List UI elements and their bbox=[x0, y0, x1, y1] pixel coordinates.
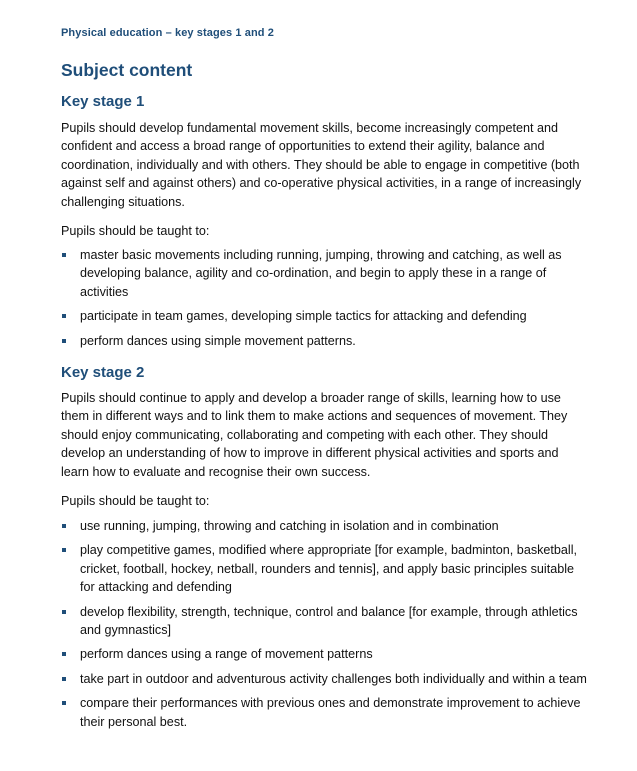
list-item bbox=[61, 603, 591, 640]
list-item-text: play competitive games, modified where appropriate [for example, badminton, basketball, cricket, football, hockey, netball, rounders and tennis], and apply basic principles suitable for attacking and defending bbox=[80, 543, 578, 595]
list-item-text: take part in outdoor and adventurous activity challenges both individually and within a team bbox=[80, 671, 587, 686]
bullet-icon bbox=[62, 253, 66, 257]
ks2-list bbox=[61, 517, 591, 731]
ks2-intro: Pupils should continue to apply and develop a broader range of skills, learning how to use them in different ways and to link them to make actions and sequences of movement. They should enjoy communicating, collaborating and competing with each other. They should develop an understanding of how to improve in different physical activities and sports and learn how to evaluate and recognise their own success. bbox=[61, 391, 568, 479]
list-item-text: perform dances using a range of movement patterns bbox=[80, 647, 373, 662]
ks1-lead: Pupils should be taught to: bbox=[61, 224, 210, 238]
list-item-text: use running, jumping, throwing and catching in isolation and in combination bbox=[80, 519, 499, 533]
ks1-list bbox=[61, 246, 591, 350]
bullet-icon bbox=[62, 652, 66, 656]
list-item bbox=[61, 517, 591, 535]
list-item bbox=[61, 541, 591, 596]
bullet-icon bbox=[62, 701, 66, 705]
bullet-icon bbox=[62, 524, 66, 528]
list-item bbox=[61, 645, 591, 663]
list-item bbox=[61, 670, 591, 688]
list-item bbox=[61, 332, 591, 350]
ks2-heading: Key stage 2 bbox=[61, 364, 145, 381]
bullet-icon bbox=[62, 610, 66, 614]
ks1-intro: Pupils should develop fundamental movement skills, become increasingly competent and confident and access a broad range of opportunities to extend their agility, balance and coordination, individually and with others. They should be able to engage in competitive (both against self and against others) and co-operative physical activities, in a range of increasingly challenging situations. bbox=[61, 121, 582, 209]
list-item bbox=[61, 246, 591, 301]
list-item-text: participate in team games, developing simple tactics for attacking and defending bbox=[80, 309, 527, 324]
list-item bbox=[61, 307, 591, 325]
list-item-text: develop flexibility, strength, technique, control and balance [for example, through athletics and gymnastics] bbox=[80, 604, 578, 638]
list-item bbox=[61, 694, 591, 731]
ks2-lead: Pupils should be taught to: bbox=[61, 494, 210, 508]
list-item-text: perform dances using simple movement patterns. bbox=[80, 333, 356, 348]
bullet-icon bbox=[62, 339, 66, 343]
page-title: Subject content bbox=[61, 60, 193, 80]
ks1-heading: Key stage 1 bbox=[61, 93, 145, 110]
list-item-text: master basic movements including running, jumping, throwing and catching, as well as developing balance, agility and co-ordination, and begin to apply these in a range of activities bbox=[80, 248, 562, 299]
bullet-icon bbox=[62, 314, 66, 318]
bullet-icon bbox=[62, 677, 66, 681]
running-header: Physical education – key stages 1 and 2 bbox=[61, 27, 274, 39]
list-item-text: compare their performances with previous ones and demonstrate improvement to achieve their personal best. bbox=[80, 696, 581, 729]
bullet-icon bbox=[62, 548, 66, 552]
